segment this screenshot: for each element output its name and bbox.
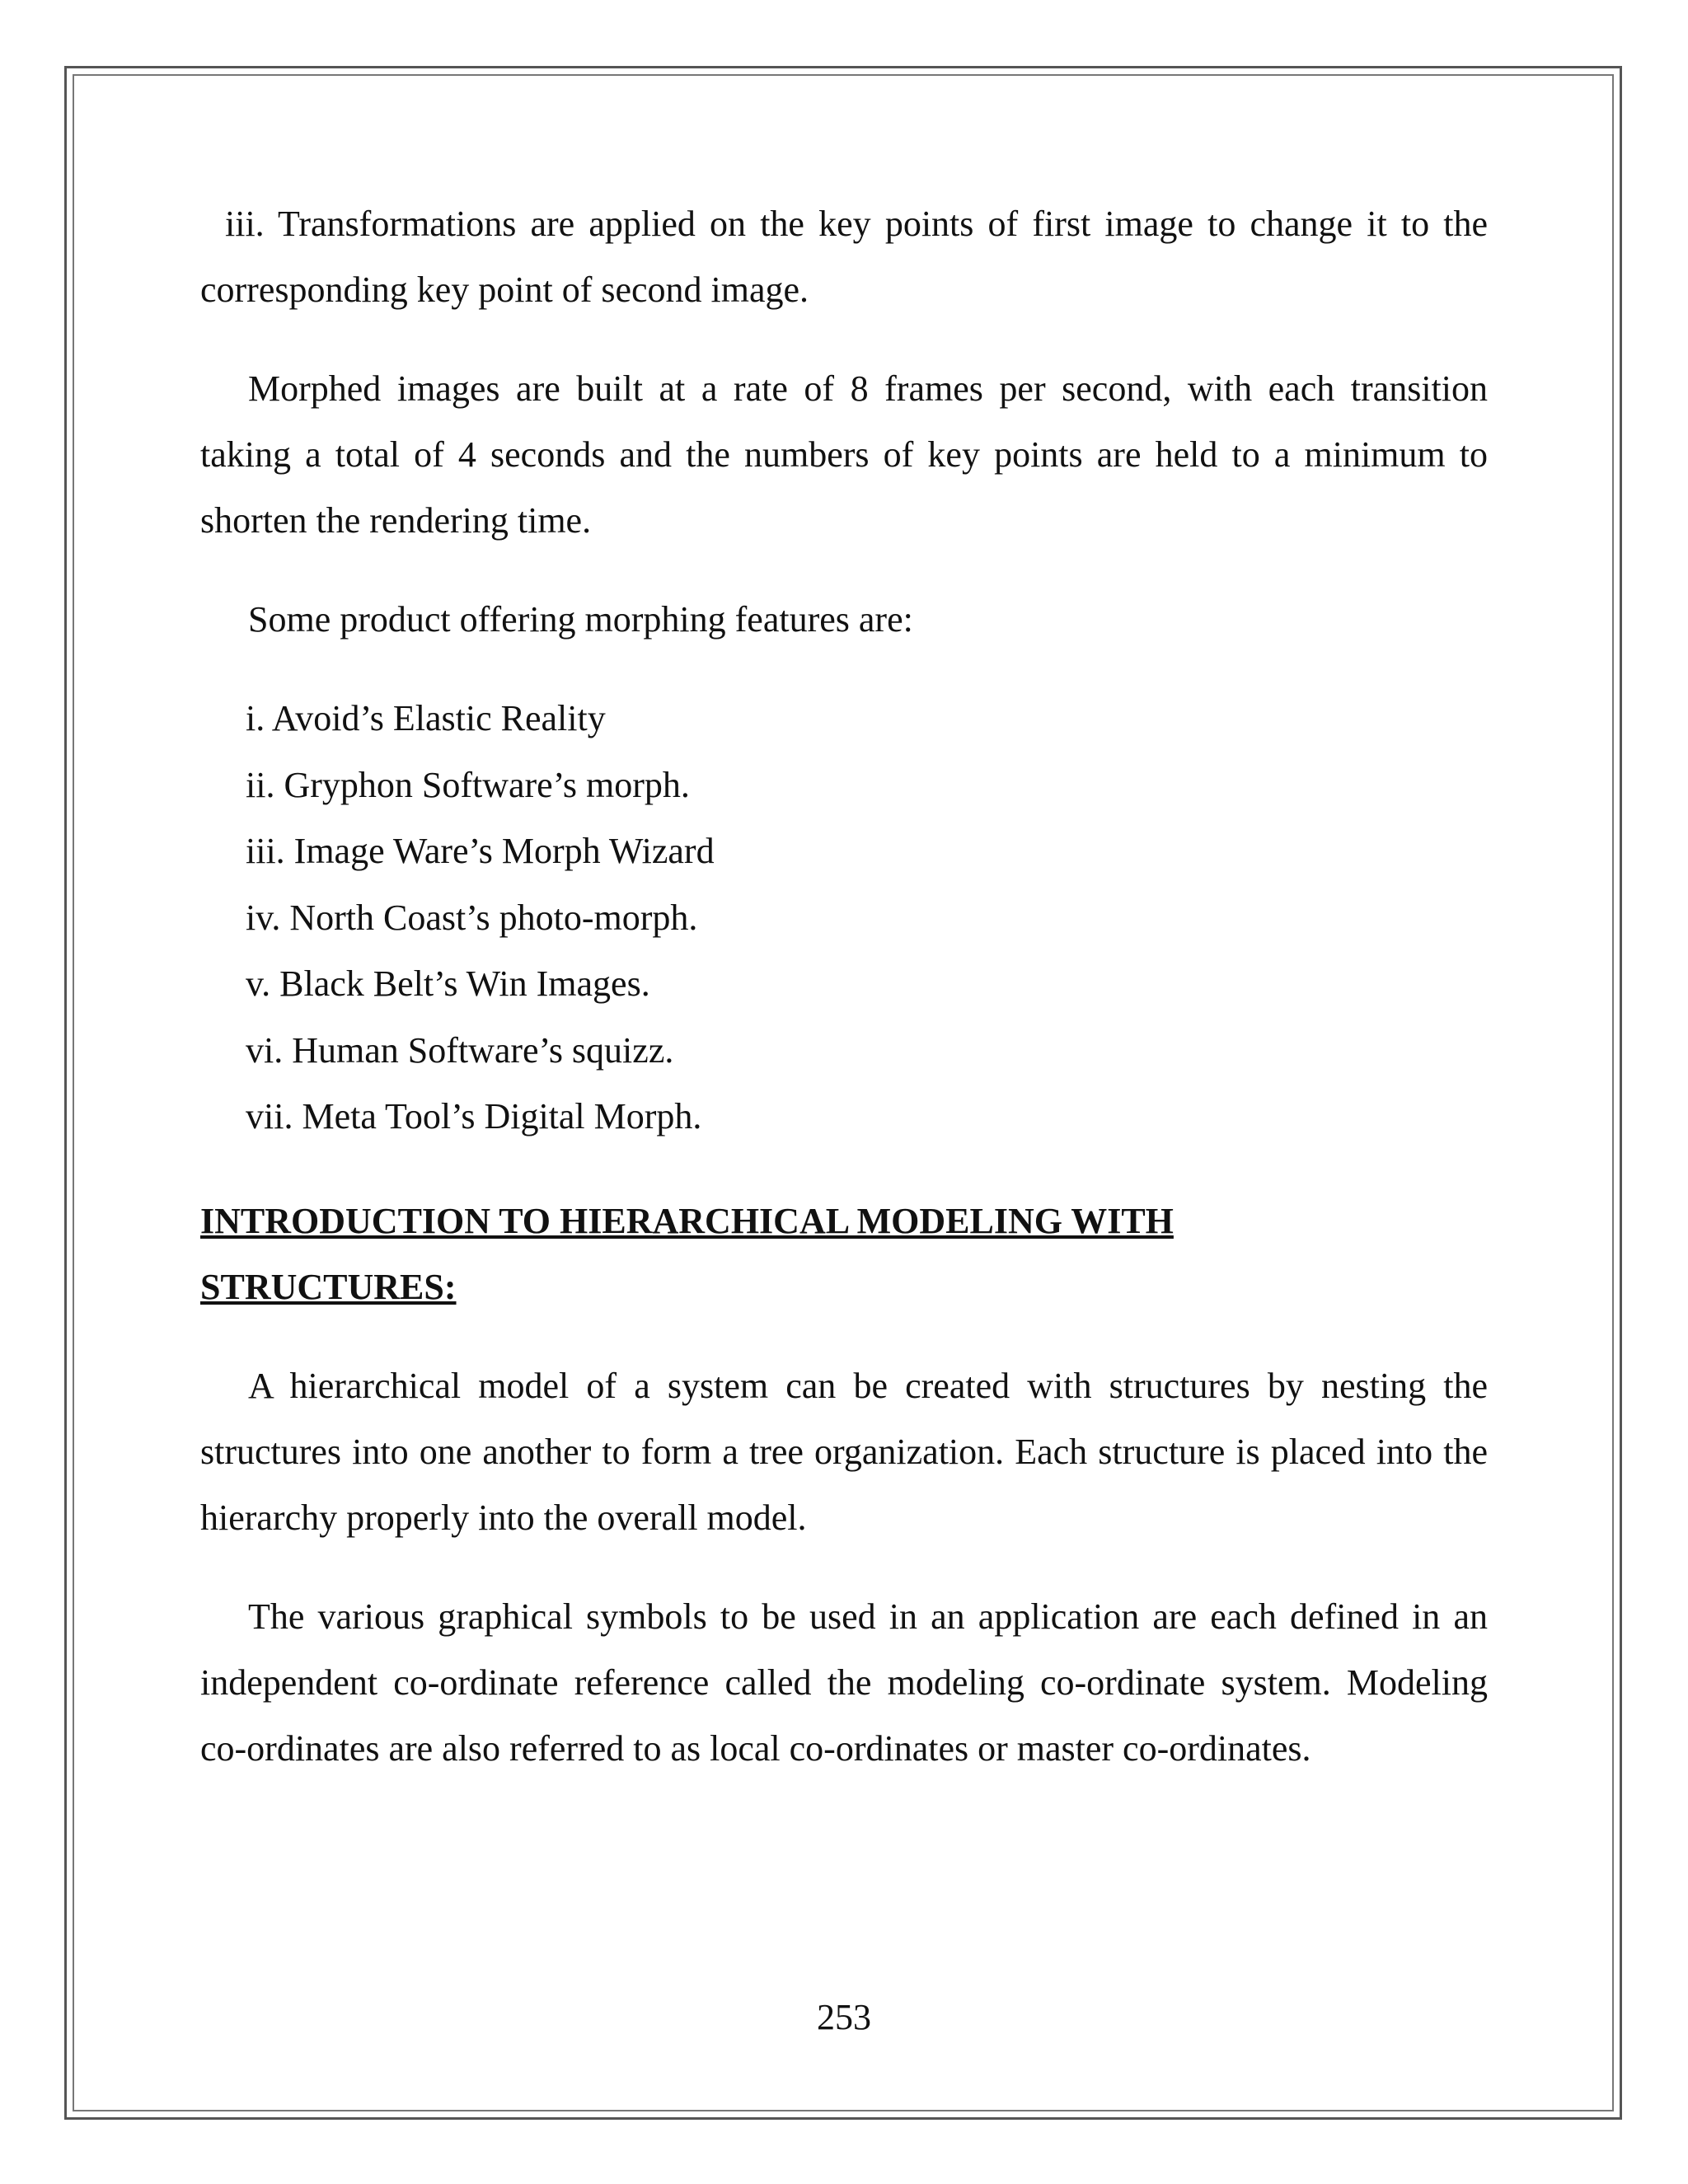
list-item: i. Avoid’s Elastic Reality (246, 698, 606, 738)
product-list (200, 686, 1488, 1151)
section-heading: INTRODUCTION TO HIERARCHICAL MODELING WITH STRUCTURES: (200, 1200, 1174, 1307)
paragraph-modeling-coordinates: The various graphical symbols to be used in an application are each defined in an independent co-ordinate reference called the modeling co-ordinate system. Modeling co-ordinates are also referred to as local co-ordinates or master co-ordinates. (200, 1596, 1488, 1769)
paragraph-hierarchical-model: A hierarchical model of a system can be created with structures by nesting the structures into one another to form a tree organization. Each structure is placed into the hierarchy properly into the overall model. (200, 1365, 1488, 1538)
paragraph-products-intro: Some product offering morphing features are: (248, 599, 913, 640)
list-item: vi. Human Software’s squizz. (246, 1029, 674, 1071)
list-item: v. Black Belt’s Win Images. (246, 963, 650, 1004)
page-number: 253 (817, 1997, 871, 2037)
list-item: vii. Meta Tool’s Digital Morph. (246, 1096, 702, 1137)
list-item: ii. Gryphon Software’s morph. (246, 764, 690, 805)
paragraph-transformations: iii. Transformations are applied on the key points of first image to change it to the corresponding key point of second image. (200, 204, 1488, 310)
list-item: iii. Image Ware’s Morph Wizard (246, 831, 715, 871)
page-content (200, 191, 1488, 1782)
list-item: iv. North Coast’s photo-morph. (246, 897, 698, 938)
paragraph-morph-rate: Morphed images are built at a rate of 8 frames per second, with each transition taking a total of 4 seconds and the numbers of key points are held to a minimum to shorten the rendering time. (200, 368, 1488, 541)
